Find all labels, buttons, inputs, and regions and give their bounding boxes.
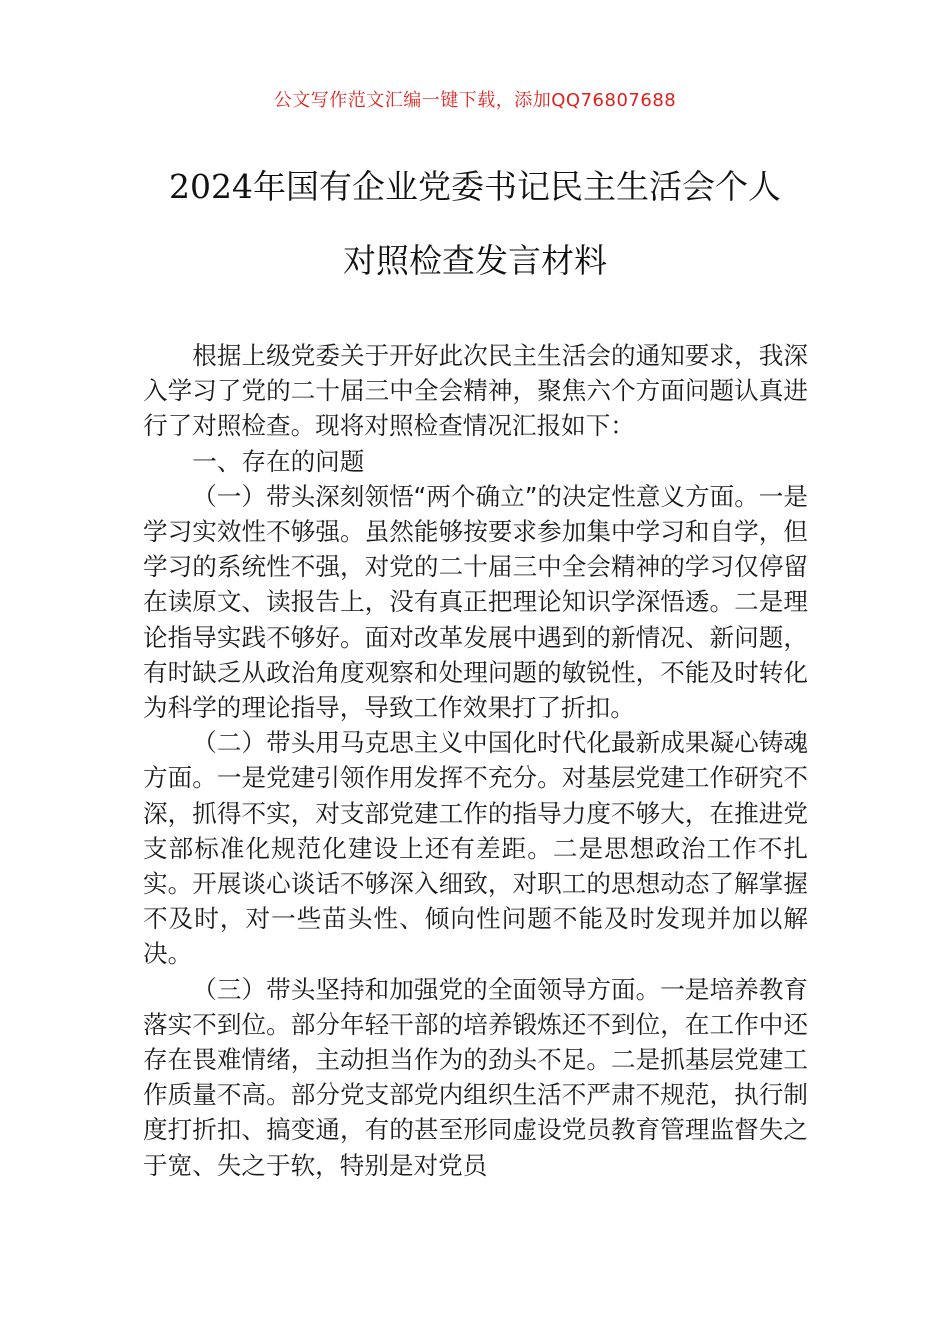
title-line-2: 对照检查发言材料 (343, 241, 607, 280)
section-heading: 一、存在的问题 (192, 446, 365, 476)
intro-paragraph: 根据上级党委关于开好此次民主生活会的通知要求，我深入学习了党的二十届三中全会精神，聚焦六个方面问题认真进行了对照检查。现将对照检查情况汇报如下： (143, 341, 808, 441)
paragraph-item-3: （三）带头坚持和加强党的全面领导方面。一是培养教育落实不到位。部分年轻干部的培养锻炼还不到位，在工作中还存在畏难情绪，主动担当作为的劲头不足。二是抓基层党建工作质量不高。部分党支部党内组织生活不严肃不规范，执行制度打折扣、搞变通，有的甚至形同虚设党员教育管理监督失之于宽、失之于软，特别是对党员 (143, 974, 808, 1180)
title-line-1: 2024年国有企业党委书记民主生活会个人 (169, 167, 781, 206)
paragraph-item-2: （二）带头用马克思主义中国化时代化最新成果凝心铸魂方面。一是党建引领作用发挥不充分。对基层党建工作研究不深，抓得不实，对支部党建工作的指导力度不够大，在推进党支部标准化规范化建设上还有差距。二是思想政治工作不扎实。开展谈心谈话不够深入细致，对职工的思想动态了解掌握不及时，对一些苗头性、倾向性问题不能及时发现并加以解决。 (143, 728, 808, 969)
document-body (143, 338, 808, 1183)
header-note: 公文写作范文汇编一键下载，添加QQ76807688 (273, 90, 677, 111)
document-title (60, 150, 890, 298)
paragraph-item-1: （一）带头深刻领悟“两个确立”的决定性意义方面。一是学习实效性不够强。虽然能够按要求参加集中学习和自学，但学习的系统性不强，对党的二十届三中全会精神的学习仅停留在读原文、读报告上，没有真正把理论知识学深悟透。二是理论指导实践不够好。面对改革发展中遇到的新情况、新问题，有时缺乏从政治角度观察和处理问题的敏锐性，不能及时转化为科学的理论指导，导致工作效果打了折扣。 (143, 481, 808, 723)
